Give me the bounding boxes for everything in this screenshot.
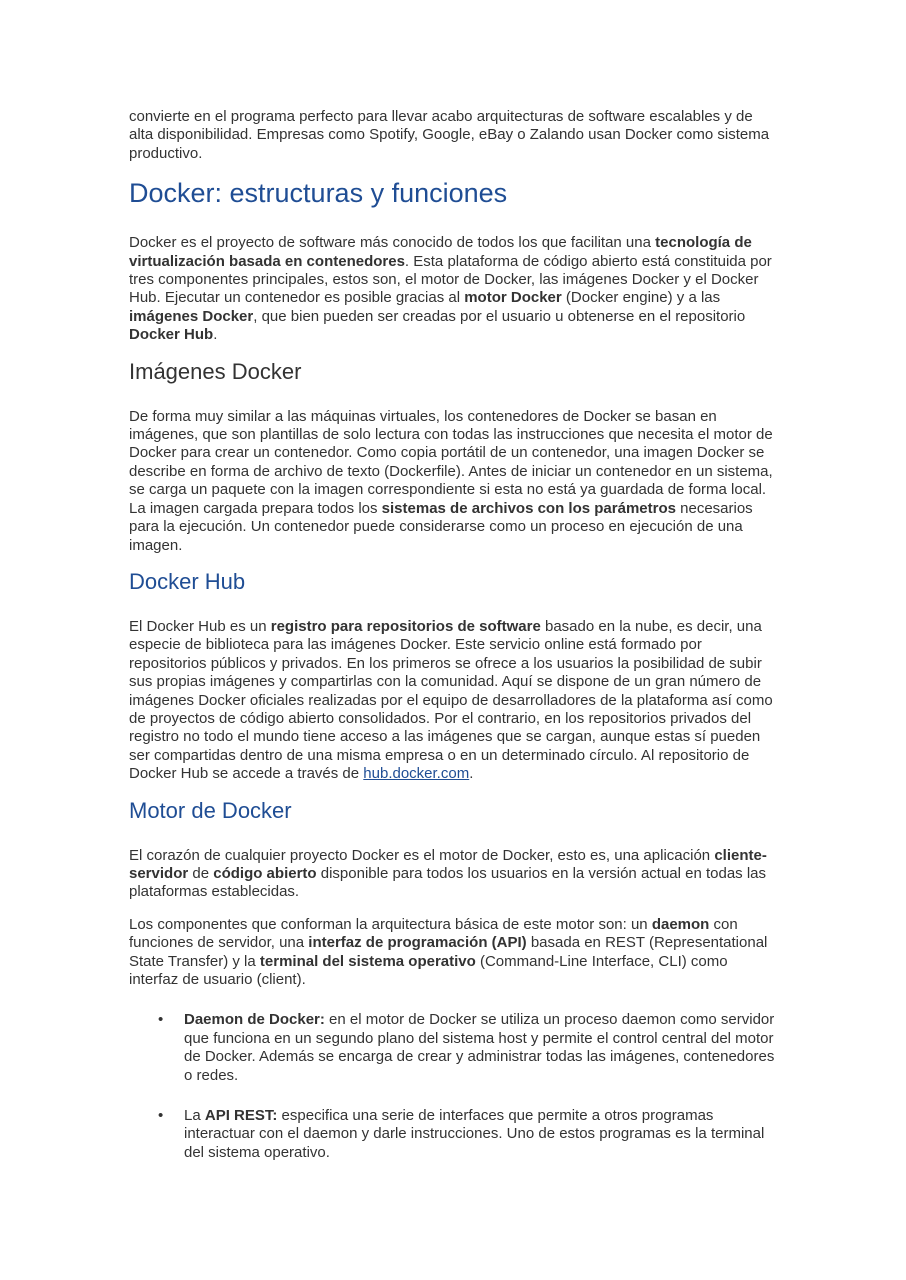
paragraph-docker-overview: Docker es el proyecto de software más conocido de todos los que facilitan una tecnología de virtualización basada en contenedores. Esta plataforma de código abierto está constituida por tres componentes principales, estos son, el motor de Docker, las imágenes Docker y el Docker Hub. Ejecutar un contenedor es posible gracias al motor Docker (Docker engine) y a las imágenes Docker, que bien pueden ser creadas por el usuario u obtenerse en el repositorio Docker Hub.: [129, 234, 772, 344]
heading-motor-docker: Motor de Docker: [129, 797, 292, 823]
heading-docker-estructuras: Docker: estructuras y funciones: [129, 178, 508, 209]
components-list: [129, 1011, 777, 1162]
bullet-icon: •: [158, 1011, 164, 1029]
list-item: • La API REST: especifica una serie de interfaces que permite a otros programas interactuar con el daemon y darle instrucciones. Uno de estos programas es la terminal del sistema operativo.: [158, 1107, 765, 1161]
heading-imagenes-docker: Imágenes Docker: [129, 358, 302, 384]
paragraph-docker-hub: El Docker Hub es un registro para repositorios de software basado en la nube, es decir, una especie de biblioteca para las imágenes Docker. Este servicio online está formado por repositorios públicos y privados. En los primeros se ofrece a los usuarios la posibilidad de subir sus propias imágenes y compartirlas con la comunidad. Aquí se dispone de un gran número de imágenes Docker oficiales realizadas por el equipo de desarrolladores de la plataforma así como de proyectos de código abierto consolidados. Por el contrario, en los repositorios privados del registro no todo el mundo tiene acceso a las imágenes que se cargan, aunque estas sí pueden ser compartidas dentro de una misma empresa o en un determinado círculo. Al repositorio de Docker Hub se accede a través de hub.docker.com.: [129, 617, 773, 783]
paragraph-motor-intro: El corazón de cualquier proyecto Docker es el motor de Docker, esto es, una aplicación cliente-servidor de código abierto disponible para todos los usuarios en la versión actual en todas las plataformas establecidas.: [129, 846, 767, 901]
paragraph-motor-componentes: Los componentes que conforman la arquitectura básica de este motor son: un daemon con funciones de servidor, una interfaz de programación (API) basada en REST (Representational State Transfer) y la terminal del sistema operativo (Command-Line Interface, CLI) como interfaz de usuario (client).: [129, 915, 768, 988]
document-page: [129, 108, 777, 1184]
bullet-icon: •: [158, 1107, 164, 1125]
heading-docker-hub: Docker Hub: [129, 568, 246, 594]
docker-hub-link[interactable]: hub.docker.com: [363, 765, 470, 783]
intro-paragraph: convierte en el programa perfecto para llevar acabo arquitecturas de software escalables y de alta disponibilidad. Empresas como Spotify, Google, eBay o Zalando usan Docker como sistema productivo.: [129, 108, 770, 162]
paragraph-imagenes: De forma muy similar a las máquinas virtuales, los contenedores de Docker se basan en imágenes, que son plantillas de solo lectura con todas las instrucciones que necesita el motor de Docker para crear un contenedor. Como copia portátil de un contenedor, una imagen Docker se describe en forma de archivo de texto (Dockerfile). Antes de iniciar un contenedor en un sistema, se carga un paquete con la imagen correspondiente si esta no está ya guardada de forma local. La imagen cargada prepara todos los sistemas de archivos con los parámetros necesarios para la ejecución. Un contenedor puede considerarse como un proceso en ejecución de una imagen.: [129, 407, 773, 554]
list-item: • Daemon de Docker: en el motor de Docker se utiliza un proceso daemon como servidor que funciona en un segundo plano del sistema host y permite el control central del motor de Docker. Además se encarga de crear y administrar todas las imágenes, contenedores o redes.: [158, 1011, 775, 1084]
